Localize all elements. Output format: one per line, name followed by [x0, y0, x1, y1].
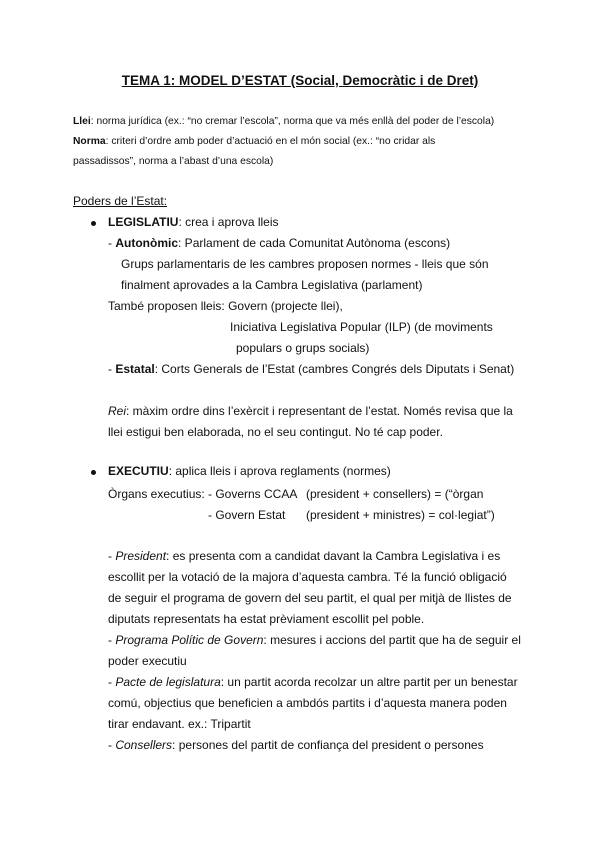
ilp-line-1: Iniciativa Legislativa Popular (ILP) (de moviments [230, 320, 493, 334]
dash: - [108, 236, 116, 250]
llei-text: : norma jurídica (ex.: “no cremar l’escola”, norma que va més enllà del poder de l’escola) [90, 116, 495, 127]
dash: - [108, 633, 116, 647]
legislatiu-heading [108, 214, 279, 230]
autonomic-term: Autonòmic [115, 236, 179, 250]
executiu-desc: : aplica lleis i aprova reglaments (normes) [168, 464, 391, 478]
programa-line-1 [108, 632, 521, 648]
president-line-3: de seguir el programa de govern del seu partit, el qual per mitjà de llistes de [108, 591, 512, 605]
programa-text: : mesures i accions del partit que ha de seguir el [263, 633, 521, 647]
president-text: : es presenta com a candidat davant la Cambra Legislativa i es [166, 549, 501, 563]
bullet-icon [91, 470, 96, 475]
consellers-term: Consellers [115, 738, 173, 752]
norma-text: : criteri d’ordre amb poder d’actuació en el món social (ex.: “no cridar als [105, 136, 436, 147]
rei-line-2: llei estigui ben elaborada, no el seu contingut. No té cap poder. [108, 425, 443, 439]
dash: - [108, 549, 116, 563]
estatal-text: : Corts Generals de l’Estat (cambres Congrés dels Diputats i Senat) [154, 362, 515, 376]
estatal-term: Estatal [115, 362, 155, 376]
rei-line-1 [108, 403, 513, 419]
president-line-2: escollit per la votació de la majora d’aquesta cambra. Té la funció obligació [108, 570, 507, 584]
tambe-line: També proposen lleis: Govern (projecte llei), [108, 299, 343, 313]
llei-term: Llei [73, 116, 91, 127]
organs-row1-b: (president + consellers) = (“òrgan [306, 487, 484, 501]
pacte-line-1 [108, 674, 518, 690]
definition-norma [73, 135, 435, 149]
organs-row2-a: - Govern Estat [208, 508, 286, 522]
pacte-term: Pacte de legislatura [115, 675, 221, 689]
dash: - [108, 362, 116, 376]
president-line-4: diputats representats ha estat prèviament escollit pel poble. [108, 612, 425, 626]
estatal-line [108, 361, 514, 377]
section-heading: Poders de l’Estat: [73, 194, 168, 208]
rei-term: Rei [108, 404, 127, 418]
programa-term: Programa Polític de Govern [115, 633, 264, 647]
rei-text: : màxim ordre dins l’exèrcit i representant de l’estat. Només revisa que la [126, 404, 513, 418]
consellers-text: : persones del partit de confiança del president o persones [172, 738, 484, 752]
ilp-line-2: populars o grups socials) [236, 341, 370, 355]
consellers-line-1 [108, 737, 484, 753]
executiu-term: EXECUTIU [108, 464, 169, 478]
pacte-line-3: tirar endavant. ex.: Tripartit [108, 717, 251, 731]
executiu-heading [108, 463, 391, 479]
pacte-text: : un partit acorda recolzar un altre partit per un benestar [220, 675, 518, 689]
pacte-line-2: comú, objectius que beneficien a ambdós partits i d’aquesta manera poden [108, 696, 507, 710]
definition-norma-cont: passadissos”, norma a l’abast d’una escola) [73, 156, 274, 167]
organs-row1-a: - Governs CCAA [208, 487, 298, 501]
grups-line-2: finalment aprovades a la Cambra Legislativa (parlament) [121, 278, 423, 292]
grups-line-1: Grups parlamentaris de les cambres proposen normes - lleis que són [121, 257, 489, 271]
definition-llei [73, 115, 494, 129]
norma-term: Norma [73, 136, 106, 147]
legislatiu-term: LEGISLATIU [108, 215, 179, 229]
president-line-1 [108, 548, 500, 564]
autonomic-line [108, 235, 450, 251]
bullet-icon [91, 221, 96, 226]
legislatiu-desc: : crea i aprova lleis [178, 215, 279, 229]
organs-row2-b: (president + ministres) = col·legiat”) [306, 508, 495, 522]
president-term: President [115, 549, 167, 563]
dash: - [108, 675, 116, 689]
autonomic-text: : Parlament de cada Comunitat Autònoma (escons) [178, 236, 451, 250]
organs-label: Òrgans executius: [108, 487, 205, 501]
dash: - [108, 738, 116, 752]
page-title: TEMA 1: MODEL D’ESTAT (Social, Democràtic i de Dret) [121, 73, 479, 88]
programa-line-2: poder executiu [108, 654, 187, 668]
